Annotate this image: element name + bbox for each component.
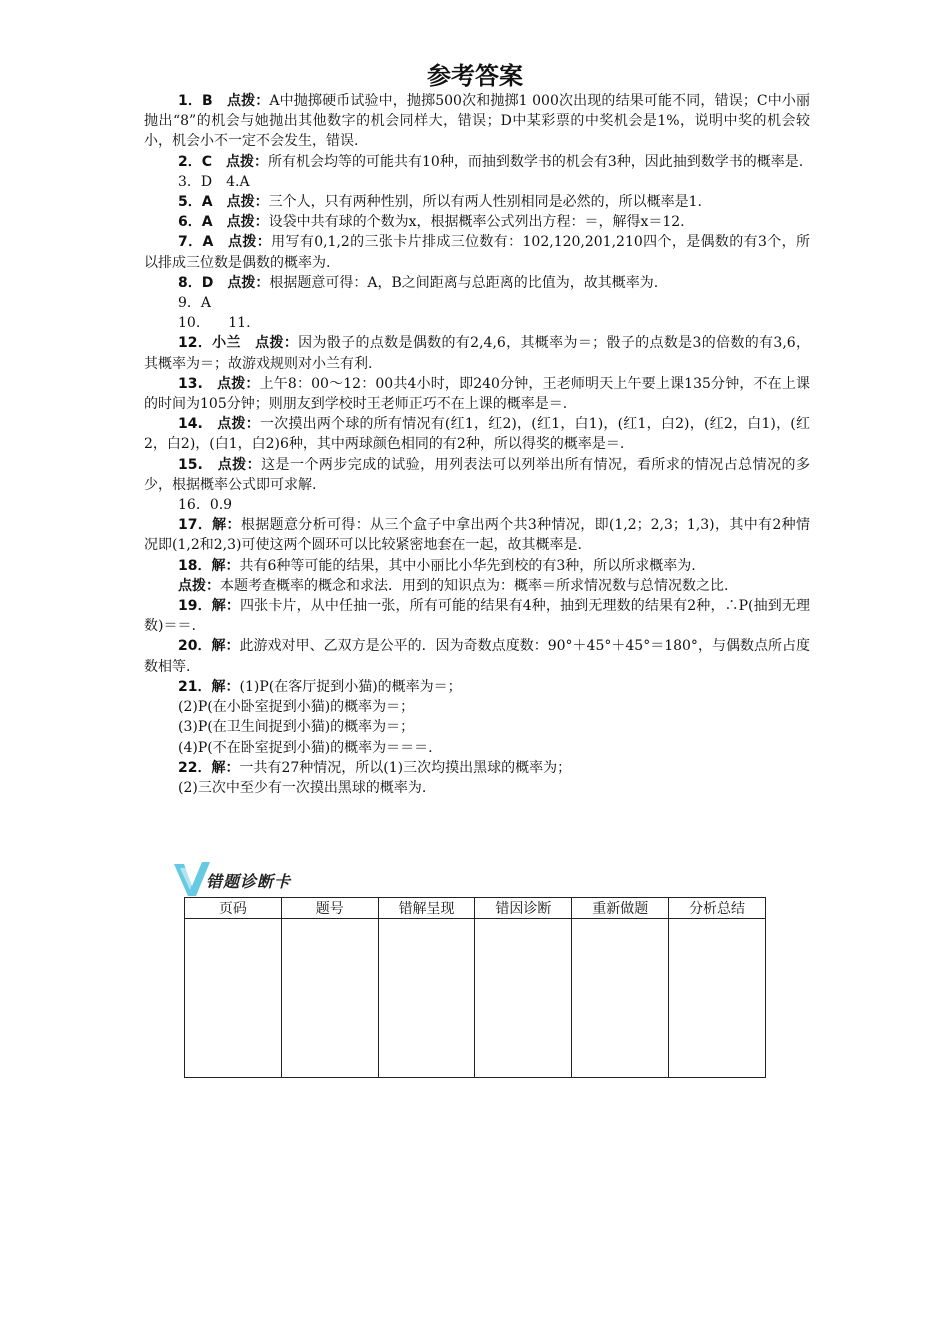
header-redo: 重新做题 [572,898,669,919]
answer-text: 上午8：00～12：00共4小时，即240分钟，王老师明天上午要上课135分钟，不在上课的时间为105分钟；则朋友到学校时王老师正巧不在上课的概率是＝. [144,375,810,413]
answer-item [144,556,810,576]
answer-item [144,212,810,232]
error-diagnosis-table [184,897,766,1078]
answer-text: 此游戏对甲、乙双方是公平的．因为奇数点度数：90°＋45°＋45°＝180°，与偶数点所占度数相等. [144,638,811,675]
answer-text: 根据题意可得：A，B之间距离与总距离的比值为，故其概率为. [269,274,659,291]
answer-item [144,232,810,272]
answer-text: (4)P(不在卧室捉到小猫)的概率为＝＝＝. [178,739,433,756]
answer-list [144,91,810,798]
answer-label: 17．解： [178,517,241,534]
answer-text: (3)P(在卫生间捉到小猫)的概率为＝； [178,719,415,736]
table-header-row [185,898,766,919]
answer-text: 设袋中共有球的个数为x，根据概率公式列出方程：＝，解得x＝12. [268,214,685,231]
answer-text: 四张卡片，从中任抽一张，所有可能的结果有4种，抽到无理数的结果有2种，∴P(抽到无理数)＝＝. [144,598,810,635]
answer-label: 1．B 点拨： [178,93,270,109]
answer-text: 共有6种等可能的结果，其中小丽比小华先到校的有3种，所以所求概率为. [239,557,696,574]
answer-item [144,293,810,313]
answer-text: 本题考查概率的概念和求法．用到的知识点为：概率＝所求情况数与总情况数之比. [220,577,729,594]
answer-item [144,152,810,172]
header-question-number: 题号 [281,898,378,919]
answer-label: 12．小兰 点拨： [178,335,299,352]
answer-label: 13. 点拨： [178,375,260,392]
answer-label: 7．A 点拨： [178,234,272,251]
answer-text: 10. 11. [178,315,251,332]
header-wrong-solution: 错解呈现 [378,898,475,919]
answer-label: 15. 点拨： [178,456,262,473]
answer-item [144,576,810,596]
answer-text: 三个人，只有两种性别，所以有两人性别相同是必然的，所以概率是1. [268,194,702,211]
answer-item [144,495,810,515]
answer-label: 18．解： [178,557,240,574]
answer-text: (1)P(在客厅捉到小猫)的概率为＝； [239,678,462,695]
answer-text: 用写有0,1,2的三张卡片排成三位数有：102,120,201,210四个，是偶数的有3个，所以排成三位数是偶数的概率为. [144,234,810,271]
answer-item [144,778,810,798]
answer-item [144,313,810,333]
header-page-number: 页码 [185,898,282,919]
cell-wrong-solution [378,919,475,1078]
answer-text: 一共有27种情况，所以(1)三次均摸出黑球的概率为； [239,759,572,776]
answer-item [144,738,810,758]
answer-label: 2．C 点拨： [178,153,269,170]
answer-label: 19．解： [178,598,241,615]
answer-text: A中抛掷硬币试验中，抛掷500次和抛掷1 000次出现的结果可能不同，错误；C中小丽抛出“8”的机会与她抛出其他数字的机会同样大，错误；D中某彩票的中奖机会是1%，说明中奖的机会较小，机会小不一定不会发生，错误. [144,93,810,150]
answer-label: 8．D 点拨： [178,274,270,291]
answer-text: 根据题意分析可得：从三个盒子中拿出两个共3种情况，即(1,2；2,3；1,3)，其中有2种情况即(1,2和2,3)可使这两个圆环可以比较紧密地套在一起，故其概率是. [144,517,811,554]
cell-page-number [185,919,282,1078]
diagnosis-banner [172,860,392,898]
answer-label: 20．解： [178,638,240,655]
answer-label: 6．A 点拨： [178,214,269,231]
cell-error-cause [475,919,572,1078]
answer-text: 16．0.9 [178,497,233,514]
cell-redo [572,919,669,1078]
answer-item [144,758,810,778]
answer-text: 因为骰子的点数是偶数的有2,4,6，其概率为＝；骰子的点数是3的倍数的有3,6，其概率为＝；故游戏规则对小兰有利. [144,335,811,372]
table-row [185,919,766,1078]
answer-item [144,697,810,717]
answer-item [144,455,810,495]
answer-text: 一次摸出两个球的所有情况有(红1，红2)，(红1，白1)，(红1，白2)，(红2，白1)，(红2，白2)，(白1，白2)6种，其中两球颜色相同的有2种，所以得奖的概率是＝. [144,416,810,453]
answer-text: 这是一个两步完成的试验，用列表法可以列举出所有情况，看所求的情况占总情况的多少，根据概率公式即可求解. [144,456,810,493]
diagnosis-banner-title: 错题诊断卡 [206,872,292,891]
answer-item [144,515,810,555]
answer-item [144,273,810,293]
answer-item [144,91,810,152]
answer-label: 14. 点拨： [178,416,260,433]
answer-item [144,172,810,192]
answer-item [144,636,810,676]
answer-text: 所有机会均等的可能共有10种，而抽到数学书的机会有3种，因此抽到数学书的概率是. [268,153,804,170]
answer-item [144,596,810,636]
answer-item [144,374,810,414]
cell-question-number [281,919,378,1078]
answer-text: 3．D 4.A [178,173,250,190]
cell-summary [669,919,766,1078]
answer-item [144,677,810,697]
answer-label: 21．解： [178,678,240,695]
answer-text: (2)P(在小卧室捉到小猫)的概率为＝； [178,699,415,716]
answer-label: 5．A 点拨： [178,194,269,211]
header-summary: 分析总结 [669,898,766,919]
answer-text: 9．A [178,295,212,312]
answer-item [144,717,810,737]
answer-label: 22．解： [178,759,240,776]
answer-item [144,192,810,212]
answer-text: (2)三次中至少有一次摸出黑球的概率为. [178,779,427,796]
answer-label: 点拨： [178,577,220,594]
header-error-cause: 错因诊断 [475,898,572,919]
answer-item [144,414,810,454]
page-title: 参考答案 [427,62,523,90]
answer-item [144,333,810,373]
